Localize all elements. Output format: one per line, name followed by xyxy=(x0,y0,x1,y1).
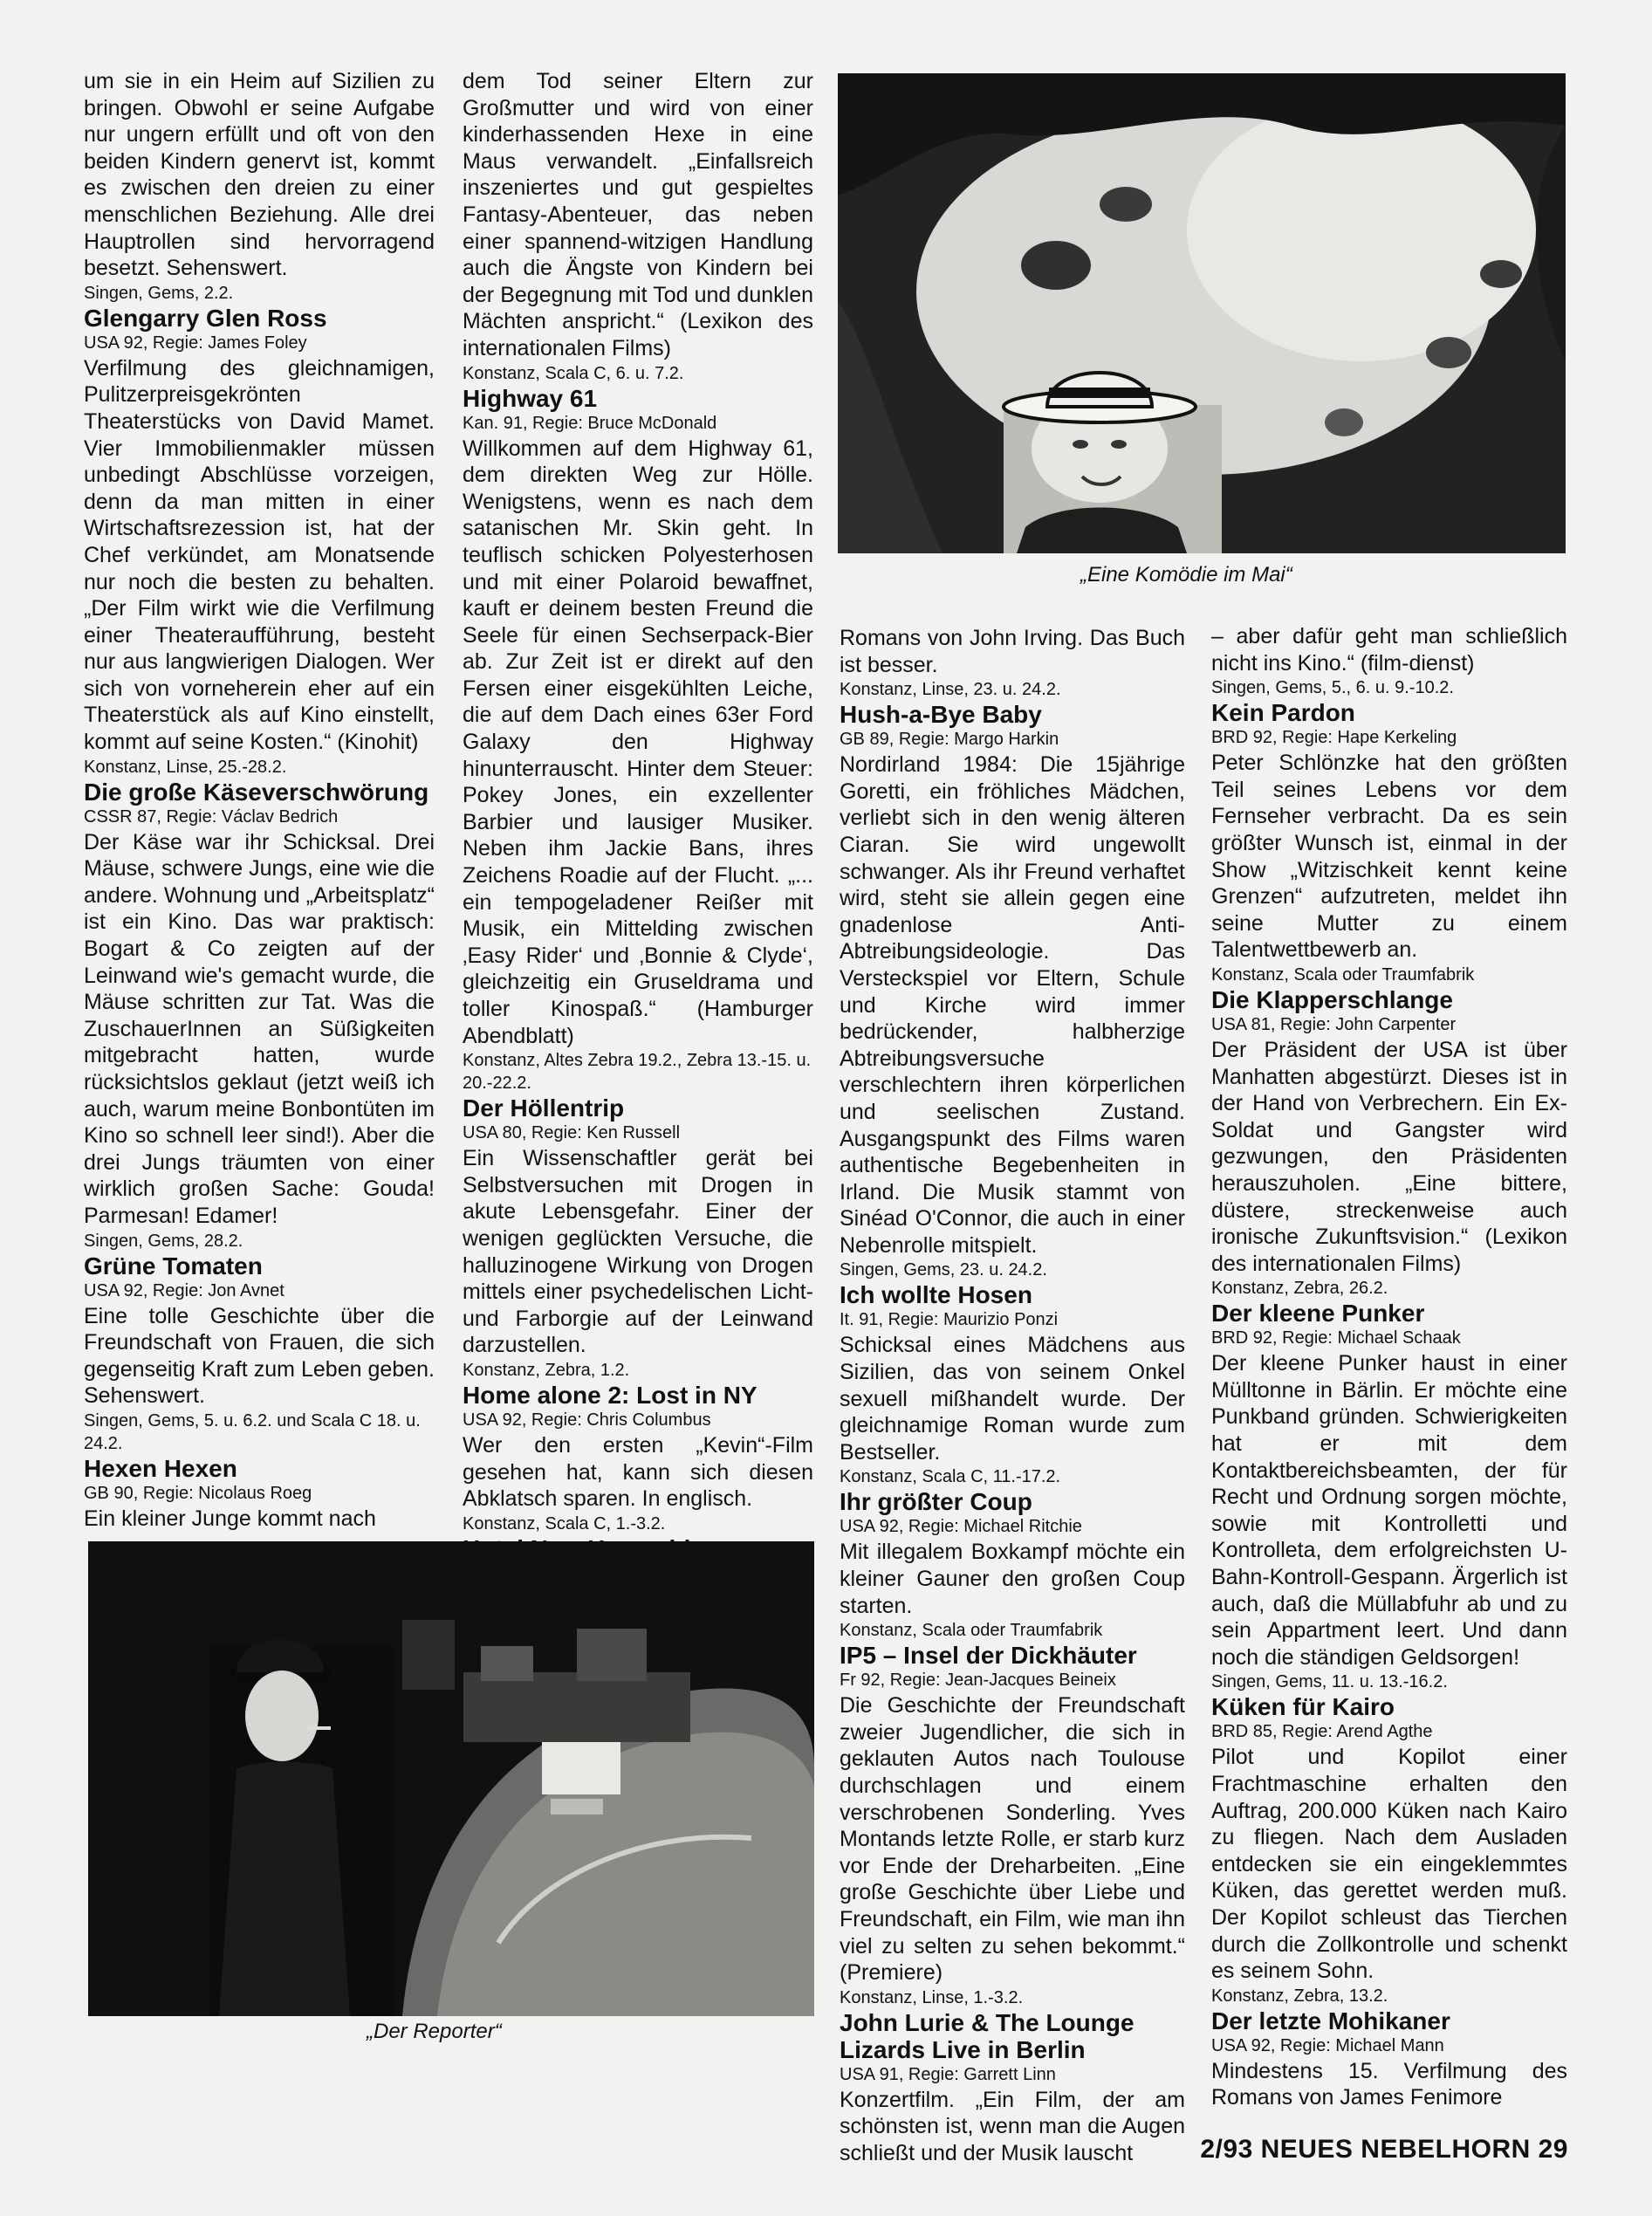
film-description: Die Geschichte der Freundschaft zweier Jugendlicher, die sich in geklauten Autos nach Toulouse durchschlagen und einem verschrobenen Sonderling. Yves Montands letzte Rolle, er starb kurz vor Ende der Dreharbeiten. „Eine große Geschichte über Liebe und Freundschaft, ein Film, wie man ihn viel zu selten zu sehen bekommt.“ (Premiere) xyxy=(840,1693,1185,1986)
film-location: Konstanz, Zebra, 13.2. xyxy=(1211,1986,1388,2006)
film-description: Peter Schlönzke hat den größten Teil seines Lebens vor dem Fernseher verbracht. Da es sein größter Wunsch ist, einmal in der Show „Witzischkeit kennt keine Grenzen“ aufzutreten, meldet ihn seine Mutter zu einem Talentwettbewerb an. xyxy=(1211,751,1567,963)
film-description: Mit illegalem Boxkampf möchte ein kleiner Gauner den großen Coup starten. xyxy=(840,1540,1185,1618)
film-location: Singen, Gems, 28.2. xyxy=(84,1231,243,1251)
film-location: Konstanz, Linse, 1.-3.2. xyxy=(840,1987,1024,2007)
film-entry xyxy=(84,305,435,779)
film-description: Ein kleiner Junge kommt nach xyxy=(84,1506,376,1531)
film-entry xyxy=(1211,1300,1567,1693)
film-entry xyxy=(1211,1693,1567,2007)
film-entry xyxy=(840,2009,1185,2167)
film-meta: USA 92, Regie: Chris Columbus xyxy=(463,1410,711,1430)
film-meta: BRD 85, Regie: Arend Agthe xyxy=(1211,1722,1433,1742)
film-entry xyxy=(463,1382,813,1535)
film-entry xyxy=(840,701,1185,1281)
lead-location: Singen, Gems, 5., 6. u. 9.-10.2. xyxy=(1211,678,1454,698)
film-title: Die Klapperschlange xyxy=(1211,985,1453,1013)
film-title: Hush-a-Bye Baby xyxy=(840,701,1042,729)
photo-komoedie-im-mai xyxy=(838,73,1566,553)
film-entry xyxy=(1211,986,1567,1300)
film-entry xyxy=(84,779,435,1252)
film-location: Singen, Gems, 11. u. 13.-16.2. xyxy=(1211,1672,1448,1692)
film-title: Glengarry Glen Ross xyxy=(84,304,327,332)
film-description: Nordirland 1984: Die 15jährige Goretti, ein fröhliches Mädchen, verliebt sich in den wenig älteren Ciaran. Sie wird ungewollt schwanger. Als ihr Freund verhaftet wird, steht sie allein gegen eine gnadenlose Anti-Abtreibungsideologie. Das Versteckspiel vor Eltern, Schule und Kirche wird immer bedrückender, halbherzige Abtreibungsversuche verschlechtern ihren körperlichen und seelischen Zustand. Ausgangspunkt des Films waren authentische Begebenheiten in Irland. Die Musik stammt von Sinéad O'Connor, die auch in einer Nebenrolle mitspielt. xyxy=(840,752,1185,1258)
film-meta: It. 91, Regie: Maurizio Ponzi xyxy=(840,1310,1059,1330)
film-entry xyxy=(840,1488,1185,1642)
lead-location: Konstanz, Scala C, 6. u. 7.2. xyxy=(463,363,684,383)
film-description: Der kleene Punker haust in einer Mülltonne in Bärlin. Er möchte eine Punkband gründen. Schwierigkeiten hat er mit dem Kontaktbereichsbeamten, der für Recht und Ordnung sorgen möchte, sowie mit Kontrolletti und Kontrolleta, dem erfolgreichsten U-Bahn-Kontroll-Gespann. Ärgerlich ist auch, daß die Müllabfuhr ab und zu sein Appartment leert. Und dann noch die ständigen Geldsorgen! xyxy=(1211,1351,1567,1670)
film-location: Konstanz, Scala oder Traumfabrik xyxy=(1211,964,1475,985)
lead-location: Konstanz, Linse, 23. u. 24.2. xyxy=(840,680,1061,700)
film-entry xyxy=(463,1094,813,1382)
film-location: Konstanz, Zebra, 1.2. xyxy=(463,1360,630,1380)
lead-text: Romans von John Irving. Das Buch ist besser. xyxy=(840,626,1185,677)
film-entry xyxy=(463,385,813,1095)
film-title: Ihr größter Coup xyxy=(840,1488,1032,1516)
film-location: Konstanz, Altes Zebra 19.2., Zebra 13.-15. u. 20.-22.2. xyxy=(463,1051,812,1094)
photo-caption-top: „Eine Komödie im Mai“ xyxy=(1080,563,1292,587)
film-location: Singen, Gems, 5. u. 6.2. und Scala C 18. u. 24.2. xyxy=(84,1410,421,1453)
film-meta: USA 92, Regie: James Foley xyxy=(84,333,307,353)
film-description: Willkommen auf dem Highway 61, dem direkten Weg zur Hölle. Wenigstens, wenn es nach dem satanischen Mr. Skin geht. In teuflisch schicken Polyesterhosen und mit einer Polaroid bewaffnet, kauft er deinem besten Freund die Seele für einen Sechserpack-Bier ab. Zur Zeit ist er direkt auf den Fersen einer eisgekühlten Leiche, die auf dem Dach eines 63er Ford Galaxy den Highway hinunterrauscht. Hinter dem Steuer: Pokey Jones, ein exzellenter Barbier und lausiger Musiker. Neben ihm Jackie Bans, ihres Zeichens Roadie auf der Flucht. „... ein tempogeladener Reißer mit Musik, ein Mittelding zwischen ‚Easy Rider‘ und ‚Bonnie & Clyde‘, gleichzeitig ein Gruseldrama und toller Kinospaß.“ (Hamburger Abendblatt) xyxy=(463,436,813,1048)
column-3 xyxy=(840,625,1185,2165)
film-meta: USA 80, Regie: Ken Russell xyxy=(463,1123,681,1143)
photo-der-reporter xyxy=(88,1541,814,2016)
film-meta: BRD 92, Regie: Hape Kerkeling xyxy=(1211,728,1457,748)
film-location: Singen, Gems, 23. u. 24.2. xyxy=(840,1260,1047,1280)
film-location: Konstanz, Scala oder Traumfabrik xyxy=(840,1621,1103,1641)
film-description: Mindestens 15. Verfilmung des Romans von James Fenimore xyxy=(1211,2058,1567,2110)
film-meta: USA 92, Regie: Michael Mann xyxy=(1211,2035,1444,2055)
film-meta: Fr 92, Regie: Jean-Jacques Beineix xyxy=(840,1671,1116,1691)
film-meta: CSSR 87, Regie: Václav Bedrich xyxy=(84,806,339,827)
film-title: Ich wollte Hosen xyxy=(840,1281,1032,1309)
film-title: Der letzte Mohikaner xyxy=(1211,2007,1450,2034)
film-entry xyxy=(1211,2007,1567,2111)
film-entry xyxy=(840,1281,1185,1488)
lead-text: um sie in ein Heim auf Sizilien zu bringen. Obwohl er seine Aufgabe nur ungern erfüllt und oft von den beiden Kindern genervt ist, kommt es zwischen den dreien zu einer menschlichen Beziehung. Alle drei Hauptrollen sind hervorragend besetzt. Sehenswert. xyxy=(84,69,435,281)
film-entry xyxy=(84,1455,435,1533)
film-meta: Kan. 91, Regie: Bruce McDonald xyxy=(463,413,717,433)
column-2 xyxy=(463,68,813,1533)
film-location: Konstanz, Zebra, 26.2. xyxy=(1211,1279,1388,1299)
film-meta: USA 92, Regie: Jon Avnet xyxy=(84,1280,284,1300)
film-description: Der Käse war ihr Schicksal. Drei Mäuse, schwere Jungs, eine wie die andere. Wohnung und „Arbeitsplatz“ ist ein Kino. Das war praktisch: Bogart & Co zeigten auf der Leinwand wie's gemacht wurde, die Mäuse schritten zur Tat. Was die ZuschauerInnen an Süßigkeiten mitgebracht hatten, wurde rücksichtslos geklaut (jetzt weiß ich auch, warum meine Bonbontüten im Kino so schnell leer sind!). Aber die drei Jungs träumten von einer wirklich großen Sache: Gouda! Parmesan! Edamer! xyxy=(84,829,435,1228)
film-description: Ein Wissenschaftler gerät bei Selbstversuchen mit Drogen in akute Lebensgefahr. Einer der wenigen geglückten Versuche, die halluzinogene Wirkung von Drogen mittels einer psychedelischen Licht- und Farborgie auf der Leinwand darzustellen. xyxy=(463,1146,813,1358)
film-meta: USA 91, Regie: Garrett Linn xyxy=(840,2064,1056,2084)
film-description: Der Präsident der USA ist über Manhatten abgestürzt. Dieses ist in der Hand von Verbrechern. Ein Ex-Soldat und Gangster wird gezwungen, den Präsidenten herauszuholen. „Eine bittere, düstere, streckenweise auch ironische Zukunftsvision.“ (Lexikon des internationalen Films) xyxy=(1211,1037,1567,1276)
film-title: Highway 61 xyxy=(463,384,598,412)
film-meta: USA 81, Regie: John Carpenter xyxy=(1211,1014,1457,1034)
film-location: Konstanz, Scala C, 1.-3.2. xyxy=(463,1513,666,1533)
film-meta: GB 90, Regie: Nicolaus Roeg xyxy=(84,1483,312,1503)
film-title: IP5 – Insel der Dickhäuter xyxy=(840,1642,1137,1670)
film-entry xyxy=(1211,699,1567,986)
film-title: Küken für Kairo xyxy=(1211,1693,1395,1721)
film-description: Konzertfilm. „Ein Film, der am schönsten ist, wenn man die Augen schließt und der Musik lauscht xyxy=(840,2087,1185,2165)
film-title: Kein Pardon xyxy=(1211,699,1355,727)
film-entry xyxy=(840,1642,1185,2009)
film-title: Hexen Hexen xyxy=(84,1454,237,1482)
lead-text: – aber dafür geht man schließlich nicht ins Kino.“ (film-dienst) xyxy=(1211,624,1567,676)
film-title: Der kleene Punker xyxy=(1211,1300,1425,1328)
film-description: Wer den ersten „Kevin“-Film gesehen hat, kann sich diesen Abklatsch sparen. In englisch. xyxy=(463,1432,813,1512)
lead-text: dem Tod seiner Eltern zur Großmutter und wird von einer kinderhassenden Hexe in eine Maus verwandelt. „Einfallsreich inszeniertes und gut gespieltes Fantasy-Abenteuer, das neben einer spannend-witzigen Handlung auch die Ängste von Kindern bei der Begegnung mit Tod und dunklen Mächten anspricht.“ (Lexikon des internationalen Films) xyxy=(463,69,813,360)
film-meta: GB 89, Regie: Margo Harkin xyxy=(840,730,1059,750)
film-description: Eine tolle Geschichte über die Freundschaft von Frauen, die sich gegenseitig Kraft zum Leben geben. Sehenswert. xyxy=(84,1303,435,1409)
film-location: Konstanz, Scala C, 11.-17.2. xyxy=(840,1467,1061,1487)
lead-location: Singen, Gems, 2.2. xyxy=(84,283,234,303)
film-description: Schicksal eines Mädchens aus Sizilien, das von seinem Onkel sexuell mißhandelt wurde. Der gleichnamige Roman wurde zum Bestseller. xyxy=(840,1333,1185,1465)
column-4 xyxy=(1211,623,1567,2110)
film-title: Grüne Tomaten xyxy=(84,1252,263,1280)
film-entry xyxy=(84,1252,435,1455)
page-footer: 2/93 NEUES NEBELHORN 29 xyxy=(1200,2135,1568,2164)
film-title: Home alone 2: Lost in NY xyxy=(463,1381,757,1409)
film-meta: BRD 92, Regie: Michael Schaak xyxy=(1211,1328,1461,1348)
column-1 xyxy=(84,68,435,1533)
film-meta: USA 92, Regie: Michael Ritchie xyxy=(840,1517,1082,1537)
film-location: Konstanz, Linse, 25.-28.2. xyxy=(84,757,287,777)
film-title: Der Höllentrip xyxy=(463,1094,625,1122)
film-title: John Lurie & The Lounge Lizards Live in Berlin xyxy=(840,2008,1134,2063)
film-title: Die große Käseverschwörung xyxy=(84,778,429,806)
photo-caption-bottom: „Der Reporter“ xyxy=(367,2020,502,2043)
film-description: Pilot und Kopilot einer Frachtmaschine erhalten den Auftrag, 200.000 Küken nach Kairo zu fliegen. Nach dem Ausladen entdecken sie ein eingeklemmtes Küken, das gerettet werden muß. Der Kopilot schleust das Tierchen durch die Zollkontrolle und schenkt es seinem Sohn. xyxy=(1211,1745,1567,1984)
film-description: Verfilmung des gleichnamigen, Pulitzerpreisgekrönten Theaterstücks von David Mamet. Vier Immobilienmakler müssen unbedingt Abschlüsse vorzeigen, denn da man mitten in einer Wirtschaftsrezession ist, hat der Chef verkündet, am Monatsende nur noch die besten zu behalten. „Der Film wirkt wie die Verfilmung einer Theateraufführung, besteht nur aus langwierigen Dialogen. Wer sich von vorneherein eher auf ein Theaterstück als auf Kino einstellt, kommt auf seine Kosten.“ (Kinohit) xyxy=(84,355,435,755)
